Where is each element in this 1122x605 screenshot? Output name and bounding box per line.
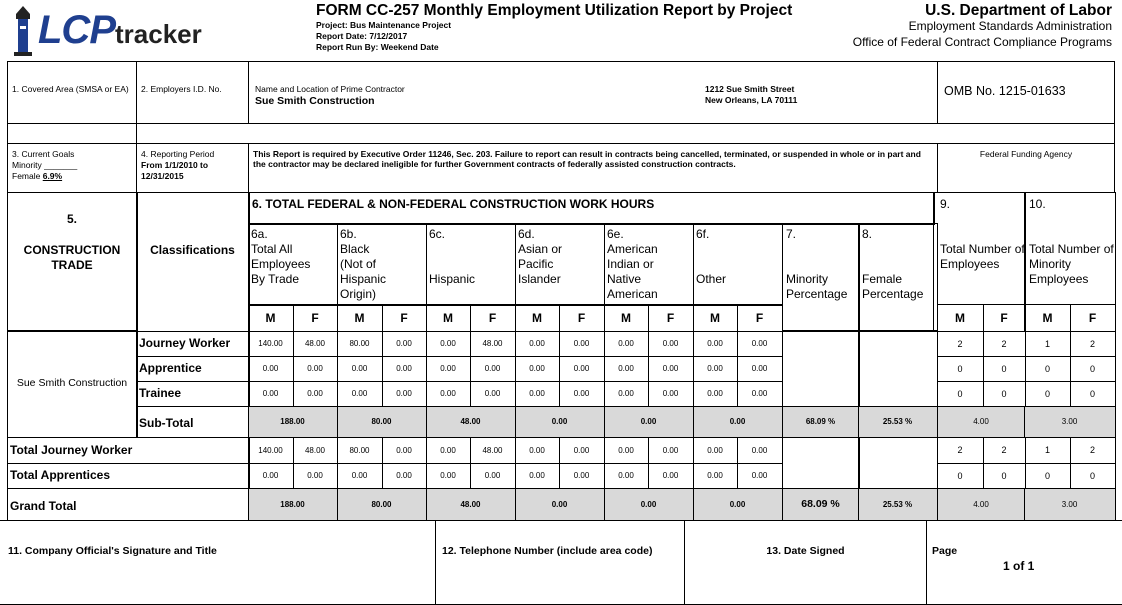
row-2-hours-value: 0.00 bbox=[351, 389, 368, 398]
project-name: Project: Bus Maintenance Project bbox=[316, 20, 452, 30]
total-apprentices-hours-value: 0.00 bbox=[573, 471, 590, 480]
col8-label: 8. Female Percentage bbox=[862, 227, 924, 301]
total-journey-hours-value: 80.00 bbox=[349, 445, 370, 455]
row-0-hours-value: 0.00 bbox=[396, 339, 412, 348]
row-1-count-value: 0 bbox=[1001, 363, 1007, 374]
row-2-hours-value: 0.00 bbox=[262, 389, 279, 398]
col8-empty-2 bbox=[858, 437, 938, 489]
row-0-hours-value: 0.00 bbox=[573, 339, 590, 348]
row-2-count-value: 0 bbox=[1089, 388, 1095, 399]
female-goal: Female 6.9% bbox=[12, 171, 63, 181]
total-journey-hours-value: 140.00 bbox=[258, 445, 283, 455]
row-2-hours-value: 0.00 bbox=[707, 389, 723, 398]
col7-label: 7. Minority Percentage bbox=[786, 227, 848, 301]
grand-total-value: 188.00 bbox=[280, 499, 305, 509]
total-apprentices-count-value: 0 bbox=[1001, 470, 1007, 481]
row-0-hours-value: 0.00 bbox=[707, 339, 723, 348]
reporting-period-to: 12/31/2015 bbox=[141, 171, 184, 181]
subtotal-value: 188.00 bbox=[280, 417, 305, 426]
subtotal-label: Sub-Total bbox=[139, 416, 194, 430]
mf-count-header-label: F bbox=[1000, 310, 1008, 325]
covered-area-box bbox=[7, 61, 137, 124]
row-1-hours-value: 0.00 bbox=[573, 364, 590, 373]
omb-box bbox=[937, 61, 1115, 124]
group-col6c-label: 6c. Hispanic bbox=[429, 227, 476, 286]
row-1-hours-value: 0.00 bbox=[529, 364, 545, 373]
report-date: Report Date: 7/12/2017 bbox=[316, 31, 408, 41]
prime-contractor-label: Name and Location of Prime Contractor bbox=[255, 84, 405, 94]
total-journey-hours-value: 0.00 bbox=[529, 445, 545, 455]
total-apprentices-count-value: 0 bbox=[1089, 470, 1095, 481]
group-col6a-label: 6a. Total All Employees By Trade bbox=[251, 227, 311, 286]
form-title: FORM CC-257 Monthly Employment Utilization Report by Project bbox=[316, 2, 793, 19]
employer-id-label: 2. Employers I.D. No. bbox=[141, 84, 222, 94]
row-2-hours-value: 0.00 bbox=[618, 389, 634, 398]
total-apprentices-hours-value: 0.00 bbox=[440, 471, 456, 480]
mf-header-label: F bbox=[400, 310, 408, 325]
row-2-hours-value: 0.00 bbox=[573, 389, 590, 398]
executive-order-notice: This Report is required by Executive Order 11246, Sec. 203. Failure to report can result in contracts being cancelled, terminated, or suspended in whole or in part and the contractor may be declared ineligible for further Government contracts of federally assisted construction contracts. bbox=[253, 149, 921, 169]
page-box bbox=[926, 520, 1122, 605]
row-0-label: Journey Worker bbox=[139, 336, 231, 350]
omb-number: OMB No. 1215-01633 bbox=[944, 84, 1066, 98]
lcptracker-logo bbox=[8, 2, 208, 58]
mf-header-label: F bbox=[488, 310, 497, 325]
covered-area-label: 1. Covered Area (SMSA or EA) bbox=[12, 84, 129, 94]
row-0-hours-value: 0.00 bbox=[618, 339, 634, 348]
col9-label: Total Number of Employees bbox=[940, 242, 1025, 271]
total-apprentices-hours-value: 0.00 bbox=[262, 471, 279, 480]
row-0-hours-value: 140.00 bbox=[258, 339, 283, 348]
subtotal-total-min: 3.00 bbox=[1061, 417, 1078, 426]
prime-contractor-name: Sue Smith Construction bbox=[255, 95, 375, 107]
report-run-by: Report Run By: Weekend Date bbox=[316, 42, 439, 52]
subtotal-value: 48.00 bbox=[460, 417, 481, 426]
grand-total-total-emp: 4.00 bbox=[973, 499, 989, 509]
total-apprentices-count-value: 0 bbox=[957, 470, 963, 481]
total-journey-count-value: 2 bbox=[1001, 445, 1007, 455]
department-name: U.S. Department of Labor bbox=[925, 2, 1112, 19]
total-journey-hours-value: 0.00 bbox=[707, 445, 723, 455]
spacer-cell-2 bbox=[136, 123, 1115, 144]
col9-number: 9. bbox=[940, 197, 951, 211]
row-1-hours-value: 0.00 bbox=[396, 364, 412, 373]
total-journey-hours-value: 48.00 bbox=[304, 445, 326, 455]
col7-empty-2 bbox=[782, 437, 860, 489]
telephone-label: 12. Telephone Number (include area code) bbox=[442, 545, 653, 557]
col10-label: Total Number of Minority Employees bbox=[1029, 242, 1114, 286]
current-goals-box bbox=[7, 143, 137, 193]
mf-header-label: M bbox=[354, 310, 365, 325]
mf-header-label: F bbox=[755, 310, 764, 325]
spacer-cell-1 bbox=[7, 123, 137, 144]
row-2-hours-value: 0.00 bbox=[751, 389, 768, 398]
total-apprentices-hours-value: 0.00 bbox=[484, 471, 501, 480]
mf-header-label: F bbox=[577, 310, 586, 325]
notice-box bbox=[248, 143, 938, 193]
grand-total-female-pct: 25.53 % bbox=[882, 499, 913, 509]
mf-header-label: M bbox=[265, 310, 276, 325]
total-apprentices-count-value: 0 bbox=[1044, 470, 1050, 481]
group-col6e-label: 6e. American Indian or Native American bbox=[607, 227, 658, 301]
row-2-label: Trainee bbox=[139, 386, 182, 400]
grand-total-total-min: 3.00 bbox=[1061, 499, 1078, 509]
minority-goal: Minority _______ bbox=[12, 160, 78, 170]
page-label: Page bbox=[932, 545, 958, 557]
signature-label: 11. Company Official's Signature and Title bbox=[8, 545, 217, 557]
total-journey-hours-value: 0.00 bbox=[618, 445, 634, 455]
subtotal-minority-pct: 68.09 % bbox=[805, 417, 836, 426]
grand-total-value: 0.00 bbox=[729, 499, 746, 509]
prime-contractor-box bbox=[248, 61, 938, 124]
reporting-period-from: From 1/1/2010 to bbox=[141, 160, 209, 170]
group-col6d-label: 6d. Asian or Pacific Islander bbox=[518, 227, 563, 286]
row-2-count-value: 0 bbox=[1044, 388, 1050, 399]
grand-total-value: 80.00 bbox=[371, 499, 392, 509]
grand-total-value: 0.00 bbox=[640, 499, 657, 509]
current-goals-label: 3. Current Goals bbox=[12, 149, 75, 159]
row-1-hours-value: 0.00 bbox=[751, 364, 768, 373]
mf-header-label: M bbox=[532, 310, 542, 325]
col10-number: 10. bbox=[1029, 197, 1046, 211]
grand-total-label: Grand Total bbox=[10, 498, 77, 513]
subtotal-value: 0.00 bbox=[640, 417, 657, 426]
group-col6f-label: 6f. Other bbox=[696, 227, 727, 286]
mf-count-header-label: M bbox=[1042, 310, 1053, 325]
telephone-box bbox=[435, 520, 685, 605]
total-apprentices-hours-value: 0.00 bbox=[662, 471, 679, 480]
row-2-count-value: 0 bbox=[1001, 388, 1007, 399]
total-apprentices-hours-value: 0.00 bbox=[351, 471, 368, 480]
total-journey-count-value: 2 bbox=[1089, 445, 1095, 455]
row-1-count-value: 0 bbox=[957, 363, 963, 374]
mf-header-label: F bbox=[311, 310, 319, 325]
classifications-label: Classifications bbox=[150, 243, 235, 257]
mf-header-label: F bbox=[666, 310, 675, 325]
trade-label: CONSTRUCTION TRADE bbox=[23, 242, 121, 272]
grand-total-minority-pct: 68.09 % bbox=[801, 498, 840, 510]
grand-total-value: 48.00 bbox=[460, 499, 481, 509]
signature-box bbox=[0, 520, 436, 605]
total-journey-hours-value: 0.00 bbox=[440, 445, 456, 455]
total-journey-hours-value: 0.00 bbox=[662, 445, 679, 455]
total-journey-hours-value: 0.00 bbox=[751, 445, 768, 455]
subtotal-total-emp: 4.00 bbox=[973, 417, 989, 426]
row-1-hours-value: 0.00 bbox=[440, 364, 456, 373]
funding-agency-box bbox=[937, 143, 1115, 193]
total-journey-hours-value: 0.00 bbox=[396, 445, 412, 455]
date-signed-box bbox=[684, 520, 927, 605]
total-apprentices-hours-value: 0.00 bbox=[618, 471, 634, 480]
mf-count-header-label: F bbox=[1088, 310, 1097, 325]
row-2-hours-value: 0.00 bbox=[396, 389, 412, 398]
reporting-period-box bbox=[136, 143, 249, 193]
row-2-count-value: 0 bbox=[957, 388, 963, 399]
row-0-hours-value: 48.00 bbox=[482, 339, 503, 348]
row-1-hours-value: 0.00 bbox=[618, 364, 634, 373]
row-0-hours-value: 0.00 bbox=[440, 339, 456, 348]
row-2-hours-value: 0.00 bbox=[529, 389, 545, 398]
row-0-hours-value: 0.00 bbox=[529, 339, 545, 348]
grand-total-value: 0.00 bbox=[551, 499, 568, 509]
row-0-hours-value: 80.00 bbox=[349, 339, 370, 348]
total-journey-hours-value: 48.00 bbox=[482, 445, 503, 455]
lighthouse-icon bbox=[10, 6, 36, 56]
total-apprentices-hours-value: 0.00 bbox=[707, 471, 723, 480]
total-apprentices-label: Total Apprentices bbox=[10, 468, 111, 482]
mf-header-label: M bbox=[621, 310, 631, 325]
total-journey-count-value: 2 bbox=[957, 445, 963, 455]
total-apprentices-hours-value: 0.00 bbox=[529, 471, 545, 480]
row-0-hours-value: 0.00 bbox=[662, 339, 679, 348]
subtotal-value: 0.00 bbox=[729, 417, 746, 426]
row-1-hours-value: 0.00 bbox=[351, 364, 368, 373]
contractor-name: Sue Smith Construction bbox=[16, 376, 128, 389]
row-1-hours-value: 0.00 bbox=[262, 364, 279, 373]
mf-header-label: M bbox=[443, 310, 453, 325]
mf-header-label: M bbox=[710, 310, 720, 325]
row-1-count-value: 0 bbox=[1044, 363, 1050, 374]
row-0-hours-value: 0.00 bbox=[751, 339, 768, 348]
mf-count-header-label: M bbox=[955, 310, 965, 325]
row-0-count-value: 2 bbox=[1001, 338, 1007, 349]
employer-id-box bbox=[136, 61, 249, 124]
row-2-hours-value: 0.00 bbox=[662, 389, 679, 398]
row-0-count-value: 1 bbox=[1044, 338, 1050, 349]
section6-title: 6. TOTAL FEDERAL & NON-FEDERAL CONSTRUCTION WORK HOURS bbox=[252, 197, 655, 211]
page-value: 1 of 1 bbox=[1003, 559, 1035, 573]
address-line1: 1212 Sue Smith Street bbox=[705, 84, 795, 94]
col8-empty bbox=[858, 330, 938, 408]
row-2-hours-value: 0.00 bbox=[440, 389, 456, 398]
row-2-hours-value: 0.00 bbox=[307, 389, 323, 398]
group-col6b-label: 6b. Black (Not of Hispanic Origin) bbox=[340, 227, 387, 301]
total-journey-hours-value: 0.00 bbox=[573, 445, 590, 455]
row-1-hours-value: 0.00 bbox=[484, 364, 501, 373]
logo-text: LCPtracker bbox=[38, 8, 202, 52]
row-1-label: Apprentice bbox=[139, 361, 202, 375]
row-0-count-value: 2 bbox=[1089, 338, 1095, 349]
row-2-hours-value: 0.00 bbox=[484, 389, 501, 398]
row-1-hours-value: 0.00 bbox=[662, 364, 679, 373]
subtotal-value: 0.00 bbox=[551, 417, 568, 426]
total-journey-label: Total Journey Worker bbox=[10, 442, 133, 457]
col7-empty bbox=[782, 330, 860, 408]
address-line2: New Orleans, LA 70111 bbox=[705, 95, 798, 105]
department-line3: Office of Federal Contract Compliance Programs bbox=[852, 35, 1112, 49]
subtotal-value: 80.00 bbox=[371, 417, 392, 426]
funding-agency-label: Federal Funding Agency bbox=[979, 149, 1073, 159]
total-journey-count-value: 1 bbox=[1044, 445, 1050, 455]
total-apprentices-hours-value: 0.00 bbox=[307, 471, 323, 480]
row-0-hours-value: 48.00 bbox=[304, 339, 326, 348]
row-0-count-value: 2 bbox=[957, 338, 963, 349]
total-apprentices-hours-value: 0.00 bbox=[751, 471, 768, 480]
reporting-period-label: 4. Reporting Period bbox=[141, 149, 215, 159]
department-line2: Employment Standards Administration bbox=[908, 19, 1112, 33]
trade-number: 5. bbox=[66, 212, 77, 226]
subtotal-female-pct: 25.53 % bbox=[882, 417, 913, 426]
row-1-hours-value: 0.00 bbox=[707, 364, 723, 373]
row-1-hours-value: 0.00 bbox=[307, 364, 323, 373]
total-apprentices-hours-value: 0.00 bbox=[396, 471, 412, 480]
row-1-count-value: 0 bbox=[1089, 363, 1095, 374]
date-signed-label: 13. Date Signed bbox=[766, 545, 845, 557]
